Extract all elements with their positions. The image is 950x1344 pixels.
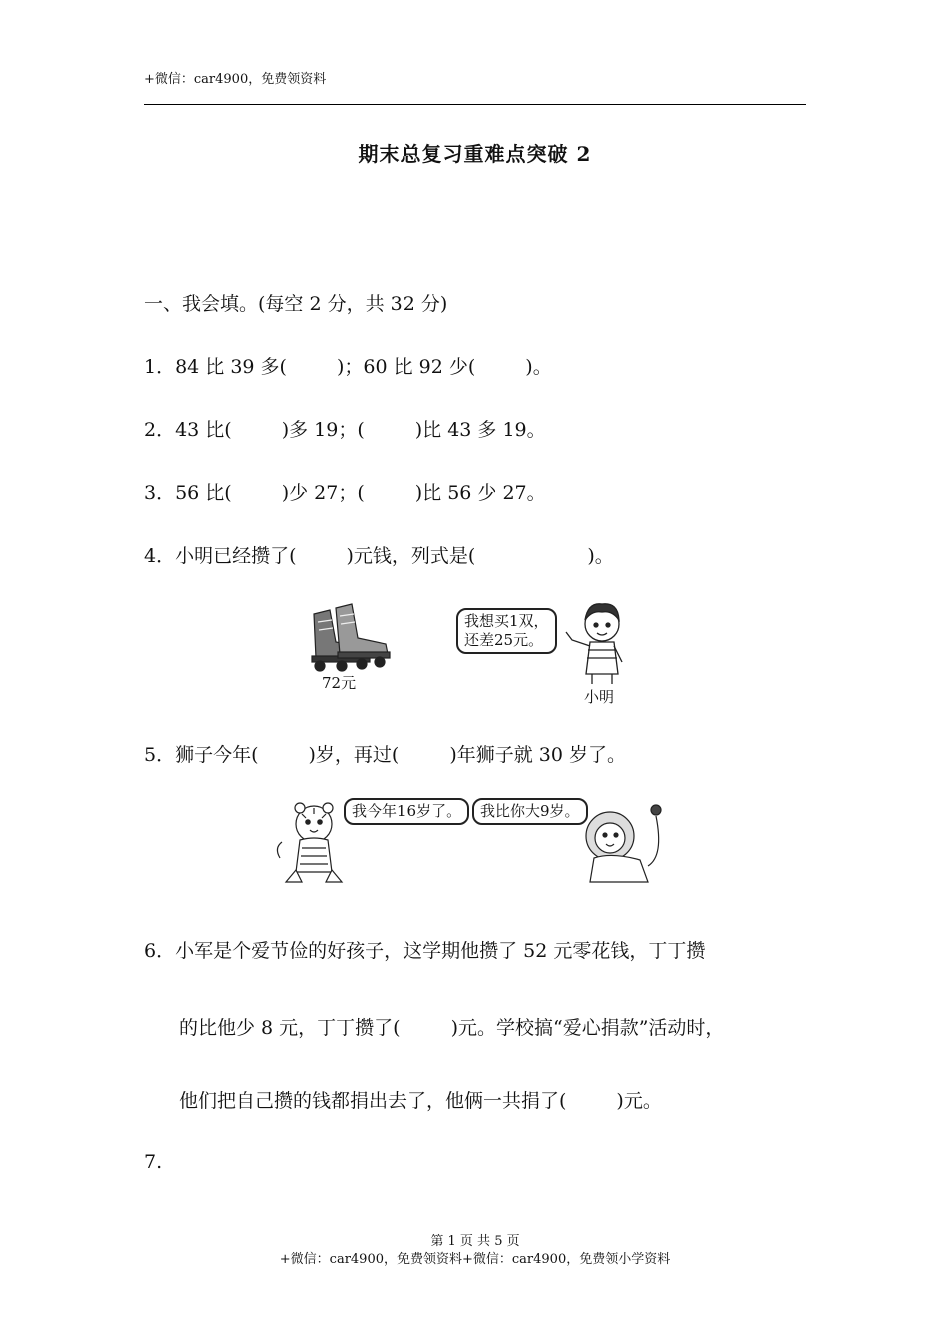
question-5-text-c: )年狮子就 30 岁了。 — [449, 744, 627, 766]
header-divider — [144, 104, 806, 105]
question-2-text-c: )比 43 多 19。 — [414, 419, 546, 441]
question-6-text-a: 的比他少 8 元，丁丁攒了( — [179, 1017, 401, 1039]
question-3-text-b: )少 27；( — [281, 482, 365, 504]
figure-skates-boy — [296, 592, 656, 710]
question-7-label: 7. — [144, 1151, 163, 1173]
question-1 — [144, 352, 552, 379]
question-4-text-a: 4．小明已经攒了( — [144, 545, 297, 567]
tiger-lion-icon — [272, 796, 668, 890]
question-1-text-a: 1．84 比 39 多( — [144, 356, 287, 378]
question-5-text-a: 5．狮子今年( — [144, 744, 259, 766]
figure-tiger-lion — [272, 796, 668, 890]
header-note: +微信：car4900，免费领资料 — [144, 72, 327, 87]
question-4-text-c: )。 — [587, 545, 614, 567]
bubble-line-1: 我想买1双， — [464, 612, 549, 630]
section-heading: 一、我会填。(每空 2 分，共 32 分) — [144, 293, 448, 315]
page-number: 第 1 页 共 5 页 — [430, 1234, 520, 1249]
question-3 — [144, 478, 546, 505]
question-6-text-c: 他们把自己攒的钱都捐出去了，他俩一共捐了( — [179, 1090, 567, 1112]
bubble-line-2: 还差25元。 — [464, 631, 544, 649]
question-2-text-a: 2．43 比( — [144, 419, 232, 441]
question-6-text-d: )元。 — [616, 1090, 662, 1112]
question-6-text-b: )元。学校搞“爱心捐款”活动时， — [450, 1017, 725, 1039]
question-6-line-3 — [179, 1086, 662, 1113]
boy-name-label: 小明 — [584, 688, 615, 706]
question-4 — [144, 541, 614, 568]
tiger-speech-bubble: 我今年16岁了。 — [344, 798, 469, 825]
question-1-text-b: )；60 比 92 少( — [336, 356, 476, 378]
lion-speech-bubble: 我比你大9岁。 — [472, 798, 588, 825]
question-5 — [144, 740, 626, 767]
question-3-text-c: )比 56 少 27。 — [414, 482, 546, 504]
question-2-text-b: )多 19；( — [281, 419, 365, 441]
question-1-text-c: )。 — [525, 356, 552, 378]
question-5-text-b: )岁，再过( — [308, 744, 400, 766]
page-title: 期末总复习重难点突破 2 — [358, 142, 592, 166]
question-2 — [144, 415, 546, 442]
question-6-line-1: 6．小军是个爱节俭的好孩子，这学期他攒了 52 元零花钱，丁丁攒 — [144, 940, 706, 962]
question-4-text-b: )元钱，列式是( — [346, 545, 476, 567]
price-label: 72元 — [322, 674, 357, 692]
speech-bubble — [456, 608, 557, 654]
question-3-text-a: 3．56 比( — [144, 482, 232, 504]
question-6-line-2 — [179, 1013, 724, 1040]
footer-note: +微信：car4900，免费领资料+微信：car4900，免费领小学资料 — [279, 1252, 671, 1267]
